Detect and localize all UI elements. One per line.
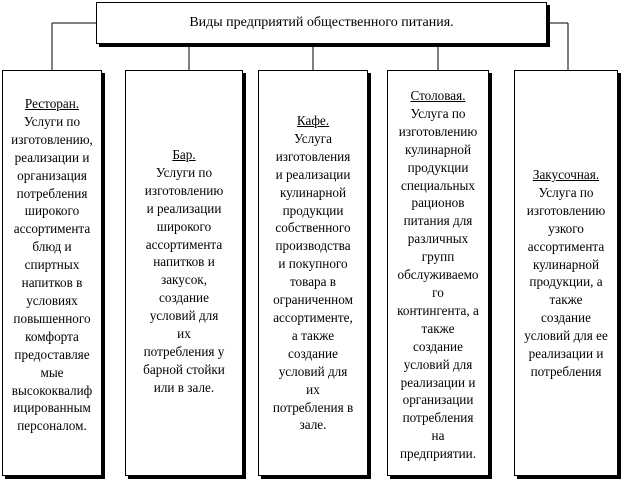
description-line: ассортимента: [527, 238, 605, 254]
description-line: контингента, а: [397, 302, 479, 318]
description-line: ассортименте,: [273, 309, 353, 325]
description-line: изготовления: [275, 148, 351, 164]
snack-bar-description: [517, 184, 615, 381]
description-line: питания для: [403, 213, 473, 229]
description-line: кулинарной: [279, 184, 347, 200]
snack-bar-box: [514, 70, 618, 476]
description-line: потребления: [530, 363, 602, 379]
description-line: мые: [40, 364, 64, 380]
description-line: персоналом.: [17, 418, 87, 434]
restaurant-title: Ресторан.: [24, 96, 80, 111]
description-line: изготовлению: [526, 202, 606, 218]
description-line: Услуга по: [410, 105, 466, 121]
description-line: барной стойки: [143, 361, 225, 377]
description-line: изготовлению: [398, 123, 478, 139]
description-line: продукции: [407, 159, 469, 175]
canteen-box: [387, 70, 489, 476]
description-line: создание: [288, 345, 338, 361]
description-line: организация: [17, 167, 87, 183]
description-line: реализации и: [400, 374, 476, 390]
description-line: условиях: [26, 292, 78, 308]
description-line: ассортимента: [145, 236, 223, 252]
description-line: кулинарной: [404, 141, 472, 157]
canteen-title: Столовая.: [410, 88, 466, 103]
description-line: производства: [275, 238, 351, 254]
description-line: организации: [402, 392, 474, 408]
description-line: узкого: [548, 220, 584, 236]
cafe-title: Кафе.: [296, 113, 330, 128]
description-line: повышенного: [13, 310, 91, 326]
description-line: их: [306, 381, 320, 397]
description-line: их: [177, 326, 191, 342]
description-line: Услуга: [293, 130, 333, 146]
description-line: ицированным: [13, 400, 91, 416]
description-line: высококвалиф: [11, 382, 93, 398]
description-line: создание: [413, 338, 463, 354]
description-line: предоставляе: [14, 346, 90, 362]
cafe-box: [258, 70, 368, 476]
description-line: условий для: [278, 363, 348, 379]
description-line: зале.: [299, 417, 327, 433]
description-line: закусок,: [160, 272, 208, 288]
description-line: также: [549, 292, 583, 308]
description-line: кулинарной: [532, 256, 600, 272]
snack-bar-title: Закусочная.: [532, 167, 600, 182]
description-line: различных: [407, 231, 469, 247]
diagram-title-box: [96, 2, 547, 44]
cafe-description: [261, 130, 365, 434]
description-line: напитков в: [21, 275, 83, 291]
diagram-title: Виды предприятий общественного питания.: [189, 15, 454, 30]
description-line: потребления в: [272, 399, 354, 415]
description-line: спиртных: [24, 257, 80, 273]
restaurant-description: [5, 113, 99, 435]
description-line: создание: [541, 310, 591, 326]
description-line: комфорта: [25, 328, 79, 344]
description-line: и покупного: [278, 256, 348, 272]
description-line: предприятии.: [400, 446, 476, 462]
description-line: реализации и: [14, 149, 90, 165]
description-line: блюд и: [32, 239, 72, 255]
description-line: широкого: [156, 218, 212, 234]
description-line: Услуги по: [23, 113, 81, 129]
description-line: обслуживаемо: [397, 267, 479, 283]
description-line: на: [431, 428, 445, 444]
description-line: потребления: [402, 410, 474, 426]
description-line: потребления у: [143, 343, 225, 359]
description-line: специальных: [401, 177, 475, 193]
restaurant-box: [2, 70, 102, 476]
description-line: рационов: [411, 195, 465, 211]
description-line: широкого: [24, 203, 80, 219]
description-line: и реализации: [275, 166, 351, 182]
description-line: условий для: [149, 308, 219, 324]
description-line: ограниченном: [273, 292, 353, 308]
bar-box: [125, 70, 243, 476]
description-line: потребления: [16, 185, 88, 201]
description-line: Услуга по: [538, 184, 594, 200]
description-line: ассортимента: [13, 221, 91, 237]
canteen-description: [390, 105, 486, 463]
description-line: создание: [159, 290, 209, 306]
description-line: го: [432, 284, 444, 300]
description-line: и реализации: [146, 200, 222, 216]
bar-title: Бар.: [172, 147, 196, 162]
description-line: или в зале.: [153, 379, 215, 395]
description-line: а также: [291, 327, 335, 343]
description-line: собственного: [275, 220, 351, 236]
description-line: также: [421, 320, 455, 336]
description-line: Услуги по: [155, 164, 213, 180]
description-line: реализации и: [528, 346, 604, 362]
description-line: условий для: [403, 356, 473, 372]
description-line: изготовлению: [144, 182, 224, 198]
description-line: товара в: [289, 274, 337, 290]
description-line: групп: [421, 249, 455, 265]
bar-description: [128, 164, 240, 397]
description-line: условий для ее: [524, 328, 608, 344]
description-line: изготовлению,: [11, 131, 93, 147]
description-line: продукции, а: [529, 274, 603, 290]
description-line: напитков и: [153, 254, 215, 270]
description-line: продукции: [282, 202, 344, 218]
